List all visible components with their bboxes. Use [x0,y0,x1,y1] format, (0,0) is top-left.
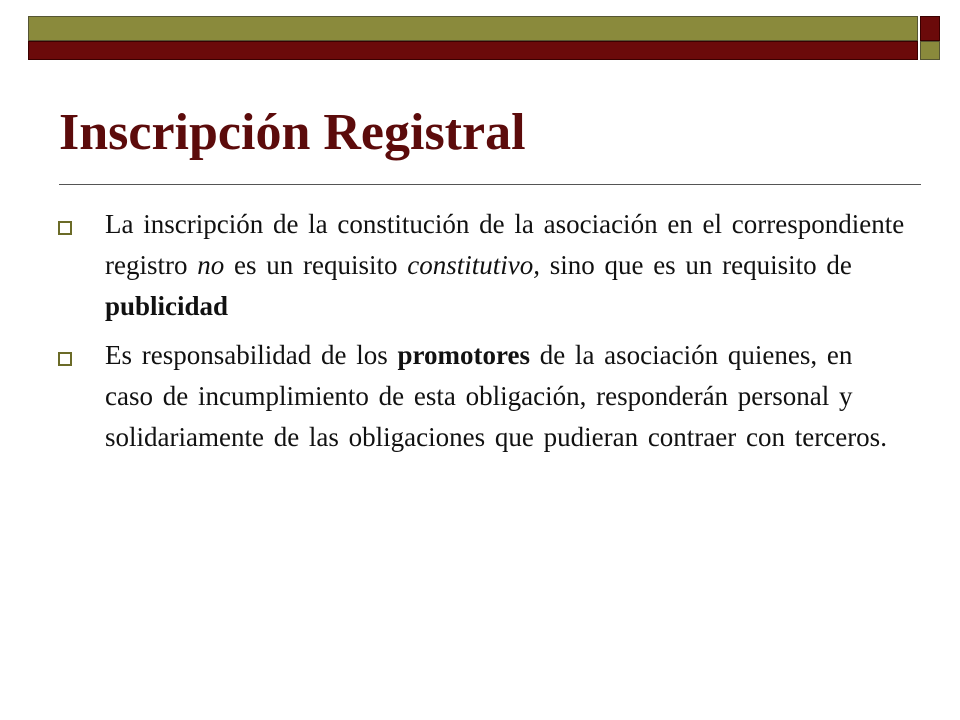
text-segment: sino que es un requisito de [539,250,852,280]
bold-publicidad: publicidad [105,291,229,321]
bullet-item-registration [58,204,908,327]
text-segment: es un requisito [224,250,408,280]
italic-no: no [197,250,225,280]
top-banner [28,16,918,60]
bullet-text [105,209,904,321]
text-segment: Es responsabilidad de los [105,340,398,370]
bullet-item-responsibility [58,335,908,458]
text-segment: La inscripción de la constitución de la asociación en el correspondiente registro [105,209,905,280]
banner-olive-bar [28,16,918,41]
corner-olive-square [920,41,940,60]
banner-maroon-bar [28,41,918,60]
corner-maroon-square [920,16,940,41]
bullet-text [105,340,887,452]
bold-promotores: promotores [397,340,530,370]
slide-title: Inscripción Registral [59,104,526,161]
hollow-square-bullet-icon [58,352,72,366]
text-segment: de la asociación quienes, en caso de incumplimiento de esta obligación, responderán personal y solidariamente de las obligaciones que pudieran contraer con terceros. [105,340,887,452]
italic-constitutivo: constitutivo, [407,250,540,280]
bullet-list [58,204,908,466]
hollow-square-bullet-icon [58,221,72,235]
title-divider [59,184,921,185]
